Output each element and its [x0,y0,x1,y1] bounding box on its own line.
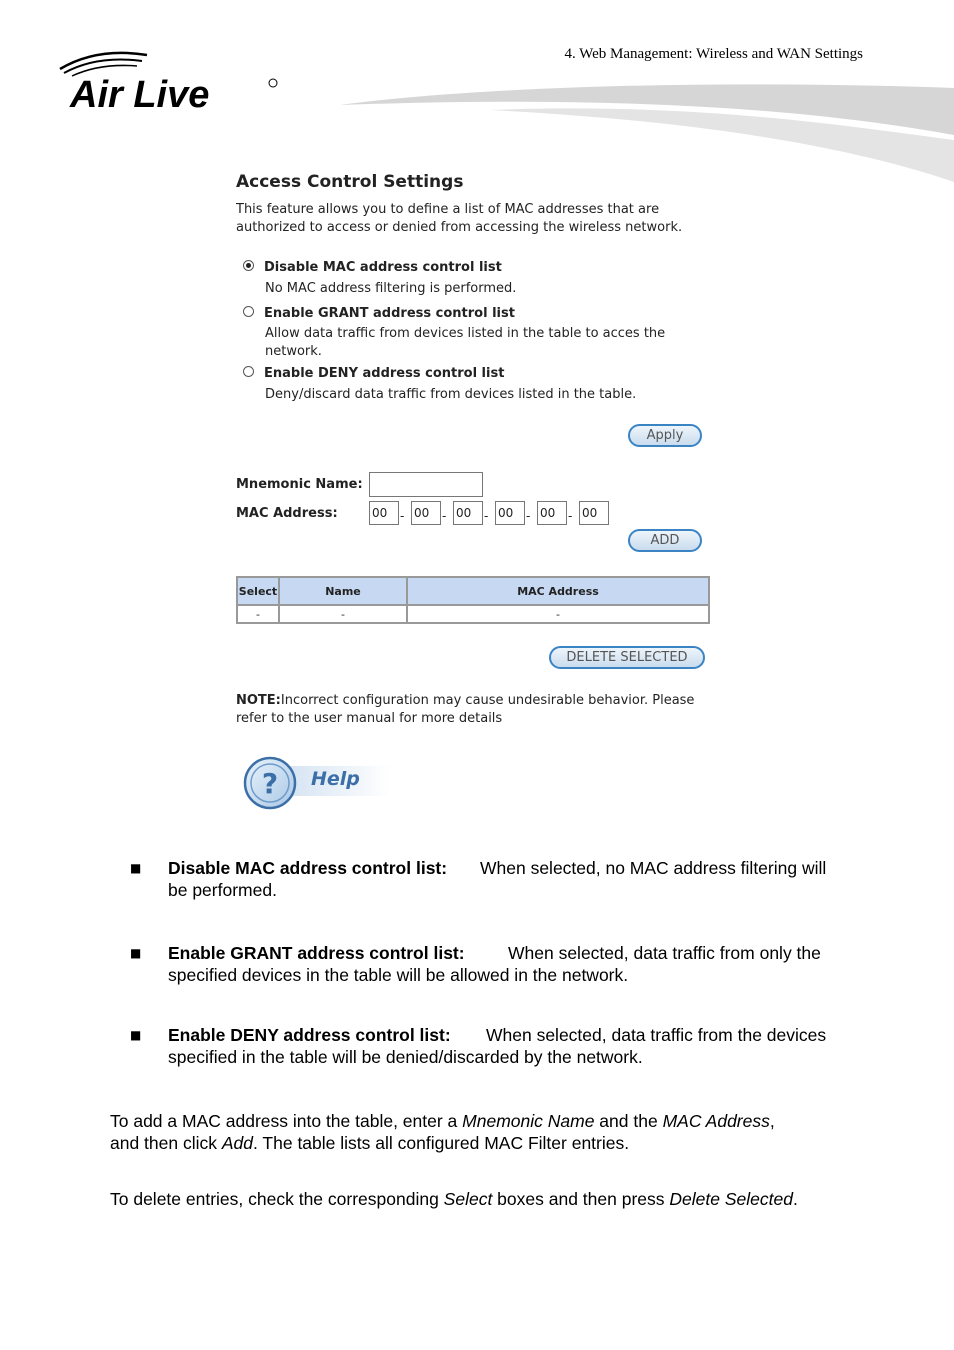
svg-text:Air Live: Air Live [70,74,210,115]
col-select-header: Select [237,577,279,605]
option-disable-label: Disable MAC address control list [264,260,502,275]
mac-separator: - [484,509,489,523]
text-run: boxes and then press [492,1189,670,1209]
mnemonic-name-input[interactable] [369,472,483,497]
delete-instructions [110,1188,798,1210]
col-mac-header: MAC Address [407,577,709,605]
text-run: . The table lists all configured MAC Filter entries. [253,1133,630,1153]
text-run: and the [594,1111,663,1131]
mac-octet-6[interactable]: 00 [579,501,609,525]
text-run: and then click [110,1133,222,1153]
text-run: To delete entries, check the corresponding [110,1189,444,1209]
bullet-3-lead: Enable DENY address control list: [168,1025,451,1045]
bullet-2-text1: When selected, data traffic from only the [508,943,821,963]
mac-separator: - [526,509,531,523]
table-header-row [237,577,709,605]
bullet-square-icon: ■ [130,946,142,960]
col-name-header: Name [279,577,407,605]
bullet-1-lead: Disable MAC address control list: [168,858,448,878]
add-instructions-line2 [110,1132,629,1154]
text-run: . [792,1189,798,1209]
text-run: Add [221,1133,254,1153]
option-deny-desc: Deny/discard data traffic from devices listed in the table. [265,387,637,402]
chapter-header: 4. Web Management: Wireless and WAN Settings [564,46,863,62]
mac-address-label: MAC Address: [236,506,338,521]
option-grant-label: Enable GRANT address control list [264,306,515,321]
bullet-3-text1: When selected, data traffic from the devices [486,1025,827,1045]
mac-octet-4[interactable]: 00 [495,501,525,525]
cell-mac: - [407,605,709,623]
radio-disable-mac[interactable] [243,260,254,271]
text-run: MAC Address [662,1111,770,1131]
mac-octet-1[interactable]: 00 [369,501,399,525]
panel-description: This feature allows you to define a list of MAC addresses that are authorized to access or denied from accessing the wireless network. [236,202,683,235]
mac-separator: - [568,509,573,523]
mac-separator: - [442,509,447,523]
note-text [236,692,716,728]
note-body: Incorrect configuration may cause undesirable behavior. Please refer to the user manual for more details [236,693,695,726]
bullet-3-text2: specified in the table will be denied/discarded by the network. [168,1047,643,1067]
panel-title: Access Control Settings [236,172,464,192]
help-label: Help [311,768,360,790]
bullet-1-text1: When selected, no MAC address filtering will [480,858,827,878]
cell-select[interactable]: - [237,605,279,623]
radio-enable-grant[interactable] [243,306,254,317]
note-bold: NOTE: [236,693,281,708]
add-button[interactable]: ADD [628,529,702,552]
mac-octet-5[interactable]: 00 [537,501,567,525]
mac-octet-2[interactable]: 00 [411,501,441,525]
delete-selected-button[interactable]: DELETE SELECTED [549,646,705,669]
svg-text:?: ? [261,767,279,800]
option-deny-label: Enable DENY address control list [264,366,505,381]
bullet-2-lead: Enable GRANT address control list: [168,943,465,963]
text-run: Mnemonic Name [462,1111,595,1131]
table-row [237,605,709,623]
option-grant-desc: Allow data traffic from devices listed in the table to acces the network. [265,326,666,359]
bullet-1-text2: be performed. [168,880,277,900]
mnemonic-name-label: Mnemonic Name: [236,477,363,492]
help-link[interactable] [243,756,393,816]
radio-enable-deny[interactable] [243,366,254,377]
text-run: , [769,1111,775,1131]
add-instructions-line1 [110,1110,775,1132]
option-disable-desc: No MAC address filtering is performed. [265,281,517,296]
cell-name: - [279,605,407,623]
bullet-2-text2: specified devices in the table will be allowed in the network. [168,965,629,985]
text-run: To add a MAC address into the table, enter a [110,1111,463,1131]
mac-octet-3[interactable]: 00 [453,501,483,525]
apply-button[interactable]: Apply [628,424,702,447]
text-run: Select [443,1189,493,1209]
text-run: Delete Selected [669,1189,793,1209]
bullet-square-icon: ■ [130,861,142,875]
logo-graphic [52,45,282,115]
airlive-logo [52,45,282,120]
mac-filter-table [236,576,710,624]
bullet-square-icon: ■ [130,1028,142,1042]
mac-separator: - [400,509,405,523]
